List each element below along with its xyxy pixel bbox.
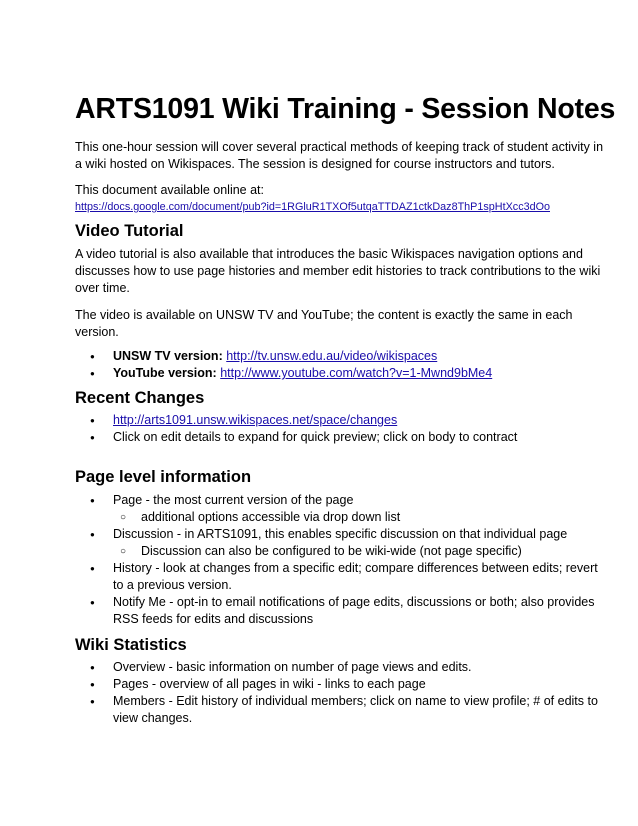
intro-line-2: a wiki hosted on Wikispaces. The session is designed for course instructors and tutors. [75,157,555,171]
intro-line-1: This one-hour session will cover several practical methods of keeping track of student activity in [75,140,604,154]
sub-list-item: ○ additional options accessible via drop down list [113,509,598,526]
recent-changes-heading: Recent Changes [75,389,205,407]
list-item [90,594,598,628]
history-item-line-2: to a previous version. [113,578,232,592]
list-item [90,348,492,365]
list-item: ● Overview - basic information on number of page views and edits. [90,659,598,676]
recent-changes-list [90,412,517,446]
notify-item-line-1: Notify Me - opt-in to email notifications of page edits, discussions or both; also provides [113,595,595,609]
video-links-list [90,348,492,382]
unsw-tv-label: UNSW TV version: [113,349,223,363]
availability-label: This document available online at: [75,183,265,197]
list-item [90,412,517,429]
page-level-list [90,492,598,628]
members-item-line-1: Members - Edit history of individual members; click on name to view profile; # of edits to [113,694,598,708]
wiki-statistics-heading: Wiki Statistics [75,636,187,654]
list-item [90,492,598,526]
discussion-item-text: Discussion - in ARTS1091, this enables specific discussion on that individual page [113,527,568,541]
video-paragraph-line-2: discusses how to use page histories and member edit histories to track contributions to the wiki [75,264,601,278]
video-availability-line-1: The video is available on UNSW TV and YouTube; the content is exactly the same in each [75,308,573,322]
list-item [90,560,598,594]
list-item: ● Click on edit details to expand for quick preview; click on body to contract [90,429,517,446]
video-availability-line-2: version. [75,325,119,339]
notify-item-line-2: RSS feeds for edits and discussions [113,612,314,626]
video-tutorial-heading: Video Tutorial [75,222,184,240]
page-level-heading: Page level information [75,468,252,486]
youtube-link[interactable]: http://www.youtube.com/watch?v=1-Mwnd9bMe4 [220,366,493,380]
youtube-label: YouTube version: [113,366,217,380]
video-paragraph-line-1: A video tutorial is also available that introduces the basic Wikispaces navigation options and [75,247,583,261]
list-item [90,526,598,560]
sub-list-item: ○ Discussion can also be configured to be wiki-wide (not page specific) [113,543,598,560]
page-title: ARTS1091 Wiki Training - Session Notes [75,93,616,125]
video-paragraph-line-3: over time. [75,281,130,295]
recent-changes-link[interactable]: http://arts1091.unsw.wikispaces.net/space/changes [113,413,398,427]
document-url-link[interactable]: https://docs.google.com/document/pub?id=1RGluR1TXOf5utqaTTDAZ1ctkDaz8ThP1spHtXcc3dOo [75,201,550,213]
list-item [90,693,598,727]
unsw-tv-link[interactable]: http://tv.unsw.edu.au/video/wikispaces [226,349,438,363]
list-item: ● Pages - overview of all pages in wiki - links to each page [90,676,598,693]
history-item-line-1: History - look at changes from a specific edit; compare differences between edits; revert [113,561,598,575]
wiki-statistics-list [90,659,598,727]
members-item-line-2: view changes. [113,711,193,725]
list-item [90,365,492,382]
page-item-text: Page - the most current version of the page [113,493,354,507]
